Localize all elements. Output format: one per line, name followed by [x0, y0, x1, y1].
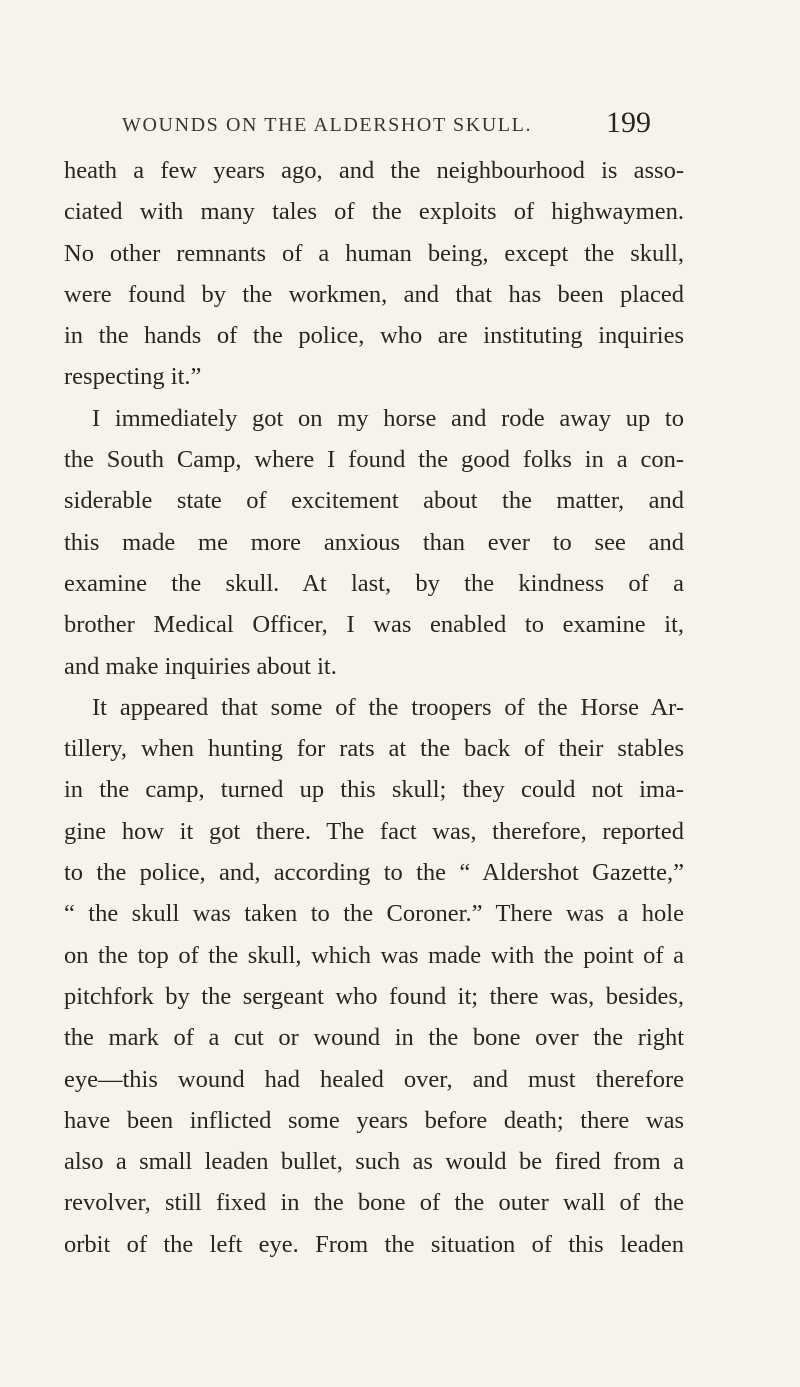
running-head: [0, 106, 800, 146]
text-line: this made me more anxious than ever to see and: [64, 528, 684, 556]
text-line: brother Medical Officer, I was enabled to examine it,: [64, 611, 684, 639]
text-line: “ the skull was taken to the Coroner.” There was a hole: [64, 900, 684, 928]
text-line: revolver, still fixed in the bone of the outer wall of the: [64, 1189, 684, 1217]
text-line: the South Camp, where I found the good folks in a con-: [64, 446, 684, 474]
text-line: respecting it.”: [64, 363, 202, 391]
text-line: eye—this wound had healed over, and must therefore: [64, 1065, 684, 1093]
text-line: to the police, and, according to the “ Aldershot Gazette,”: [64, 859, 684, 887]
text-line: tillery, when hunting for rats at the back of their stables: [64, 735, 684, 763]
text-line: gine how it got there. The fact was, therefore, reported: [64, 817, 684, 845]
text-line: in the camp, turned up this skull; they could not ima-: [64, 776, 684, 804]
text-line: on the top of the skull, which was made with the point of a: [64, 941, 684, 969]
text-line: the mark of a cut or wound in the bone over the right: [64, 1024, 684, 1052]
text-line: siderable state of excitement about the matter, and: [64, 487, 684, 515]
text-line: also a small leaden bullet, such as would be fired from a: [64, 1148, 684, 1176]
paragraph-start-line: It appeared that some of the troopers of the Horse Ar-: [92, 693, 684, 721]
running-title: WOUNDS ON THE ALDERSHOT SKULL.: [122, 114, 533, 136]
text-line: ciated with many tales of the exploits of highwaymen.: [64, 198, 684, 226]
text-line: No other remnants of a human being, except the skull,: [64, 239, 684, 267]
text-line: have been inflicted some years before death; there was: [64, 1106, 684, 1134]
text-line: examine the skull. At last, by the kindness of a: [64, 569, 684, 597]
page-number: 199: [606, 106, 651, 139]
text-line: in the hands of the police, who are instituting inquiries: [64, 322, 684, 350]
text-line: were found by the workmen, and that has been placed: [64, 280, 684, 308]
text-line: and make inquiries about it.: [64, 652, 337, 680]
body-text: [64, 150, 684, 1265]
text-line: orbit of the left eye. From the situation of this leaden: [64, 1230, 684, 1258]
text-line: pitchfork by the sergeant who found it; there was, besides,: [64, 982, 684, 1010]
paragraph-start-line: I immediately got on my horse and rode away up to: [92, 404, 684, 432]
text-line: heath a few years ago, and the neighbourhood is asso-: [64, 157, 684, 184]
